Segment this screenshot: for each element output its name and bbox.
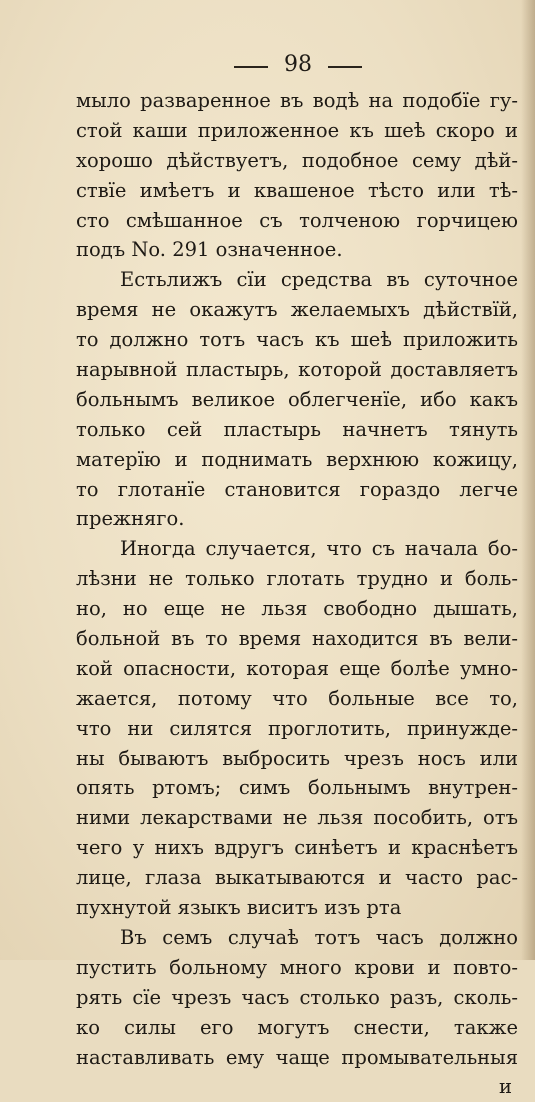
page-number: 98 [284,52,312,77]
header-rule-left [234,66,268,68]
text-line: подъ No. 291 означенное. [76,238,343,262]
text-line: мыло разваренное въ водѣ на подобїе гу- [76,89,518,112]
text-line: нарывной пластырь, которой доставляетъ [76,358,518,382]
text-line: рять сїе чрезъ часъ столько разъ, сколь- [76,985,518,1009]
header-rule-right [328,66,362,68]
text-line: хорошо дѣйствуетъ, подобное сему дѣй- [76,148,518,172]
text-line: только сей пластырь начнетъ тянуть [76,417,518,441]
text-line: Естьлижъ сїи средства въ суточное [120,268,518,292]
catchword: и [499,1075,512,1099]
text-line: стой каши приложенное къ шеѣ скоро и [76,118,518,142]
page-edge-shadow [521,0,535,960]
body-text [76,86,518,1102]
text-line: ствїе имѣетъ и квашеное тѣсто или тѣ- [76,178,518,202]
text-line: Иногда случается, что съ начала бо- [120,537,518,561]
text-line: но, но еще не льзя свободно дышать, [76,597,518,621]
text-line: ними лекарствами не льзя пособить, отъ [76,806,518,830]
text-line: больнымъ великое облегченїе, ибо какъ [76,387,518,411]
text-line: кой опасности, которая еще болѣе умно- [76,656,518,680]
text-line: ны бываютъ выбросить чрезъ носъ или [76,746,518,770]
text-line: пустить больному много крови и повто- [76,955,518,979]
text-line: лице, глаза выкатываются и часто рас- [76,866,518,890]
text-line: пухнутой языкъ виситъ изъ рта [76,896,402,920]
text-line: матерїю и поднимать верхнюю кожицу, [76,447,518,471]
text-line: лѣзни не только глотать трудно и боль- [76,567,518,591]
text-line: что ни силятся проглотить, принужде- [76,716,518,740]
text-line: чего у нихъ вдругъ синѣетъ и краснѣетъ [76,836,518,860]
text-line: наставливать ему чаще промывательныя [76,1045,518,1069]
text-line: прежняго. [76,507,185,531]
text-line: то должно тотъ часъ къ шеѣ приложить [76,328,518,352]
text-line: сто смѣшанное съ толченою горчицею [76,208,518,232]
page-header [0,50,535,80]
text-line: опять ртомъ; симъ больнымъ внутрен- [76,776,518,800]
text-line: ко силы его могутъ снести, также [76,1015,518,1039]
text-line: то глотанїе становится гораздо легче [76,477,518,501]
text-line: время не окажутъ желаемыхъ дѣйствїй, [76,298,518,322]
text-line: жается, потому что больные все то, [76,686,518,710]
text-line: Въ семъ случаѣ тотъ часъ должно [120,925,518,949]
text-line: больной въ то время находится въ вели- [76,627,518,651]
